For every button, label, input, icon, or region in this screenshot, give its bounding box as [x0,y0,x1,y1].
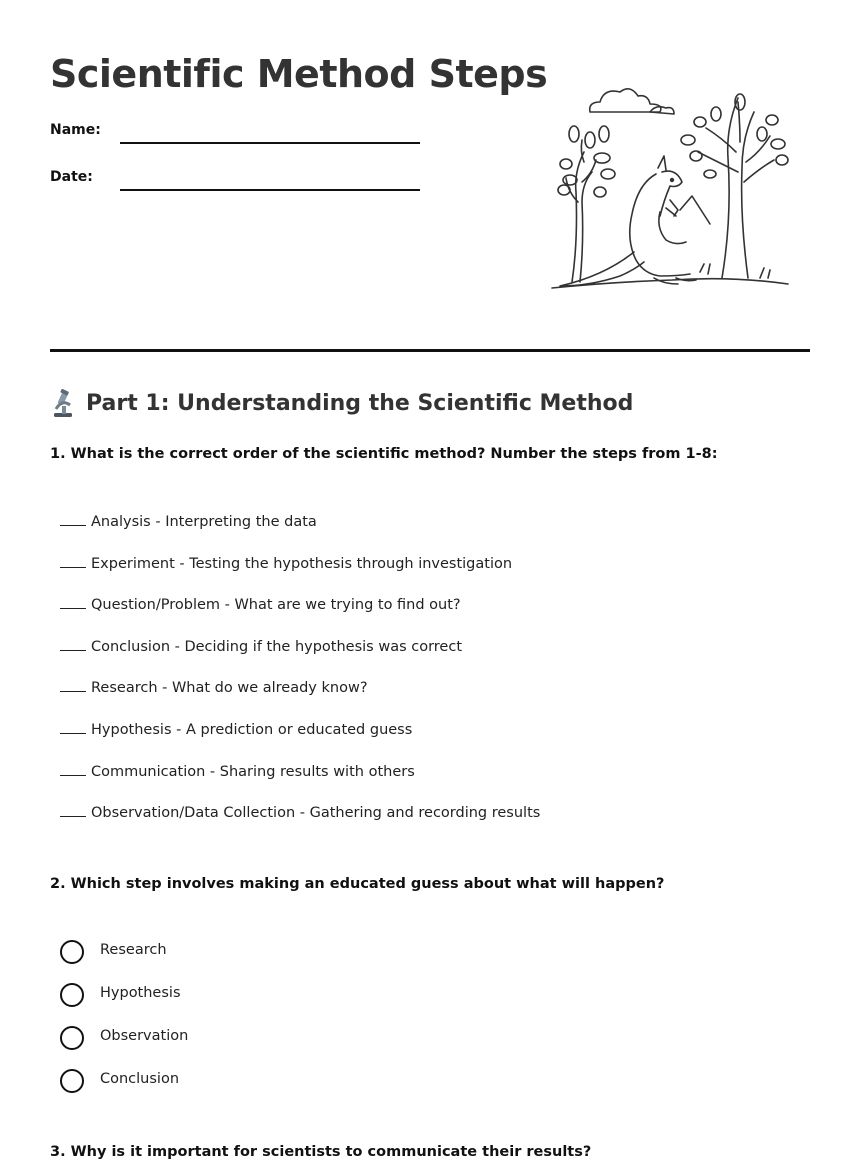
step-text: Experiment - Testing the hypothesis through investigation [91,555,513,572]
answer-blank[interactable] [60,552,86,568]
option-hypothesis[interactable] [60,981,188,1024]
option-observation[interactable] [60,1024,188,1067]
list-item [60,760,540,802]
question-3: 3. Why is it important for scientists to communicate their results? [50,1144,592,1160]
list-item [60,718,540,760]
answer-blank[interactable] [60,801,86,817]
step-text: Analysis - Interpreting the data [91,514,317,530]
answer-blank[interactable] [60,718,86,734]
part1-heading [50,388,633,420]
list-item [60,593,540,635]
radio-button[interactable] [60,940,84,964]
name-field [50,118,430,148]
radio-button[interactable] [60,1069,84,1093]
question-2: 2. Which step involves making an educated guess about what will happen? [50,876,665,892]
name-label: Name: [50,122,101,138]
answer-blank[interactable] [60,676,86,692]
step-text: Conclusion - Deciding if the hypothesis was correct [91,638,463,655]
list-item [60,676,540,718]
list-item [60,552,540,594]
list-item [60,801,540,843]
option-label: Observation [100,1028,189,1044]
microscope-icon [50,389,76,419]
answer-blank[interactable] [60,635,86,651]
option-research[interactable] [60,938,188,981]
step-text: Observation/Data Collection - Gathering and recording results [91,805,541,822]
date-input-line[interactable] [120,189,420,191]
option-label: Conclusion [100,1071,180,1087]
question-1: 1. What is the correct order of the scientific method? Number the steps from 1-8: [50,446,718,462]
step-text: Hypothesis - A prediction or educated guess [91,721,413,738]
ordering-list [60,510,540,843]
radio-button[interactable] [60,1026,84,1050]
step-text: Research - What do we already know? [91,680,368,697]
answer-blank[interactable] [60,760,86,776]
header-divider [50,349,810,352]
step-text: Question/Problem - What are we trying to find out? [91,597,461,614]
option-label: Research [100,942,167,958]
answer-blank[interactable] [60,510,86,526]
worksheet-title: Scientific Method Steps [50,52,548,96]
list-item [60,635,540,677]
date-label: Date: [50,169,93,185]
option-label: Hypothesis [100,985,181,1001]
date-field [50,165,430,195]
option-conclusion[interactable] [60,1067,188,1110]
part1-title: Part 1: Understanding the Scientific Method [86,391,634,416]
radio-button[interactable] [60,983,84,1007]
answer-blank[interactable] [60,593,86,609]
kangaroo-illustration-icon [550,82,790,297]
step-text: Communication - Sharing results with others [91,763,415,780]
name-input-line[interactable] [120,142,420,144]
question-2-options [60,938,188,1110]
list-item [60,510,540,552]
